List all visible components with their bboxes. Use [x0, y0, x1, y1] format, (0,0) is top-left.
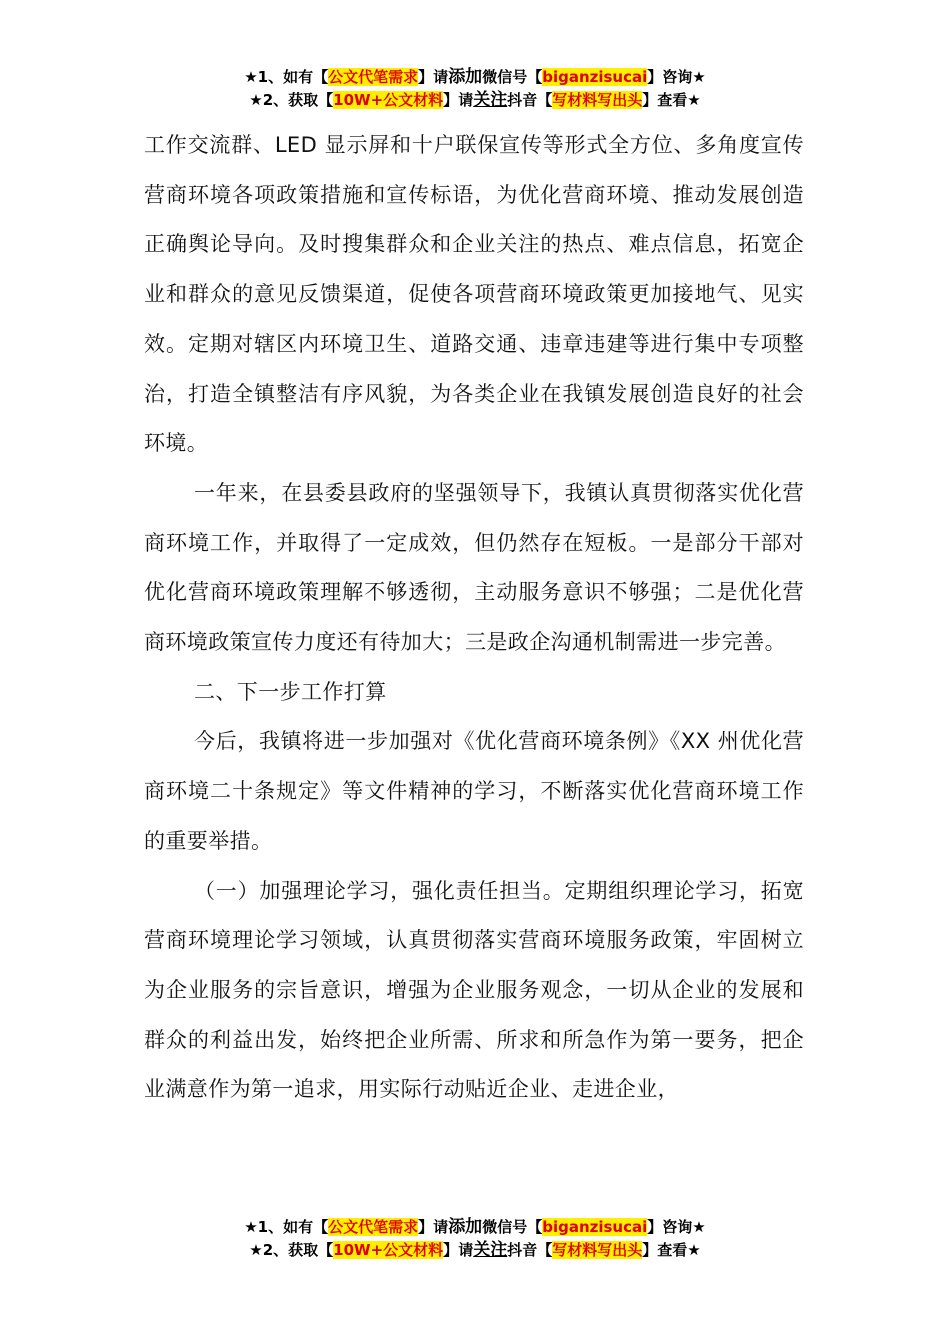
footer-banner: [0, 1216, 950, 1262]
banner-highlight-service: 公文代笔需求: [328, 1218, 419, 1236]
banner-highlight-wechat: biganzisucai: [542, 1218, 648, 1236]
paragraph-plan-item-1: （一）加强理论学习，强化责任担当。定期组织理论学习，拓宽营商环境理论学习领域，认真贯彻落实营商环境服务政策，牢固树立为企业服务的宗旨意识，增强为企业服务观念，一切从企业的发展和群众的利益出发，始终把企业所需、所求和所急作为第一要务，把企业满意作为第一追求，用实际行动贴近企业、走进企业，: [144, 878, 804, 1102]
banner-highlight-douyin: 写材料写出头: [552, 91, 643, 109]
header-banner: [0, 66, 950, 112]
paragraph-summary: 一年来，在县委县政府的坚强领导下，我镇认真贯彻落实优化营商环境工作，并取得了一定成效，但仍然存在短板。一是部分干部对优化营商环境政策理解不够透彻，主动服务意识不够强；二是优化营商环境政策宣传力度还有待加大；三是政企沟通机制需进一步完善。: [144, 480, 804, 655]
paragraph-continuation: 工作交流群、LED 显示屏和十户联保宣传等形式全方位、多角度宣传营商环境各项政策措施和宣传标语，为优化营商环境、推动发展创造正确舆论导向。及时搜集群众和企业关注的热点、难点信息，拓宽企业和群众的意见反馈渠道，促使各项营商环境政策更加接地气、见实效。定期对辖区内环境卫生、道路交通、违章违建等进行集中专项整治，打造全镇整洁有序风貌，为各类企业在我镇发展创造良好的社会环境。: [144, 133, 804, 456]
banner-line-2: ★2、获取【10W+公文材料】请关注抖音【写材料写出头】查看★: [249, 1240, 701, 1260]
paragraph-plan-intro: 今后，我镇将进一步加强对《优化营商环境条例》《XX 州优化营商环境二十条规定》等文件精神的学习，不断落实优化营商环境工作的重要举措。: [144, 729, 804, 853]
banner-line-1: ★1、如有【公文代笔需求】请添加微信号【biganzisucai】咨询★: [244, 1217, 706, 1237]
document-body: [144, 121, 804, 1115]
banner-highlight-service: 公文代笔需求: [328, 68, 419, 86]
section-heading: 二、下一步工作打算: [194, 679, 387, 704]
banner-highlight-materials: 10W+公文材料: [333, 91, 444, 109]
banner-highlight-douyin: 写材料写出头: [552, 1241, 643, 1259]
banner-highlight-materials: 10W+公文材料: [333, 1241, 444, 1259]
banner-line-2: ★2、获取【10W+公文材料】请关注抖音【写材料写出头】查看★: [249, 90, 701, 110]
banner-highlight-wechat: biganzisucai: [542, 68, 648, 86]
banner-line-1: ★1、如有【公文代笔需求】请添加微信号【biganzisucai】咨询★: [244, 67, 706, 87]
